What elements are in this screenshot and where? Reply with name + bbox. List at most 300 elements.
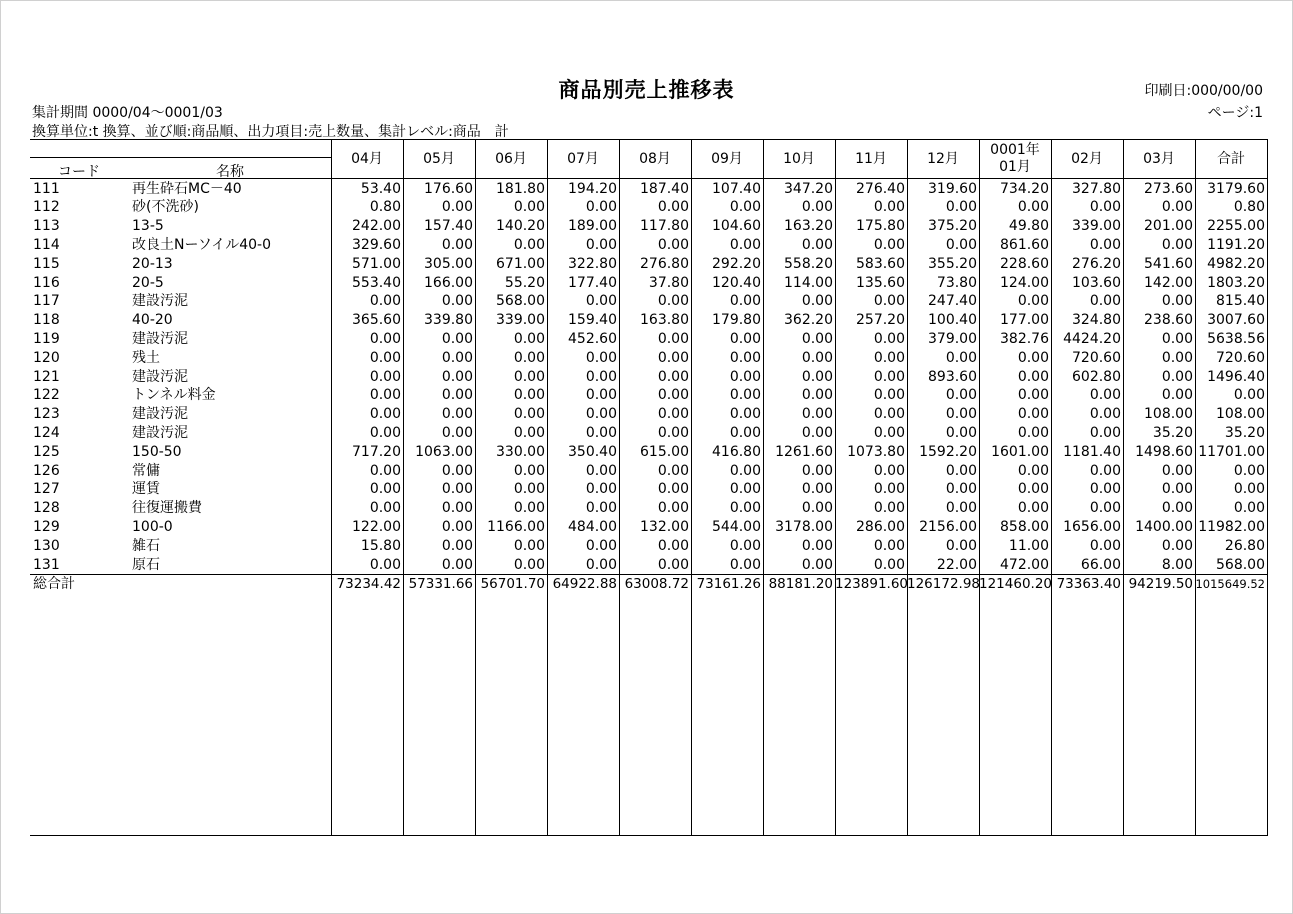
cell-value: 355.20 <box>928 255 977 272</box>
cell-value: 22.00 <box>936 556 977 573</box>
cell-value: 0.00 <box>729 293 761 310</box>
cell-value: 0.00 <box>1161 349 1193 366</box>
cell-value: 1498.60 <box>1135 443 1193 460</box>
cell-value: 0.00 <box>369 330 401 347</box>
product-code: 117 <box>33 293 60 310</box>
cell-value: 0.80 <box>369 199 401 216</box>
cell-value: 123891.60 <box>835 576 909 593</box>
cell-value: 0.00 <box>441 387 473 404</box>
cell-value: 0.00 <box>729 462 761 479</box>
cell-value: 257.20 <box>856 312 905 329</box>
cell-value: 35.20 <box>1152 424 1193 441</box>
cell-value: 379.00 <box>928 330 977 347</box>
cell-value: 135.60 <box>856 274 905 291</box>
cell-value: 0.00 <box>441 424 473 441</box>
cell-value: 100.40 <box>928 312 977 329</box>
product-name: 常傭 <box>132 462 160 479</box>
header-month: 09月 <box>711 151 743 167</box>
product-code: 123 <box>33 406 60 423</box>
cell-value: 0.00 <box>1017 462 1049 479</box>
cell-value: 0.00 <box>1089 424 1121 441</box>
cell-value: 484.00 <box>568 518 617 535</box>
product-code: 115 <box>33 255 60 272</box>
cell-value: 0.00 <box>801 537 833 554</box>
cell-value: 362.20 <box>784 312 833 329</box>
cell-value: 0.00 <box>585 387 617 404</box>
cell-value: 0.00 <box>585 556 617 573</box>
cell-value: 0.00 <box>873 236 905 253</box>
row-total-value: 0.00 <box>1233 462 1265 479</box>
cell-value: 0.00 <box>1017 424 1049 441</box>
cell-value: 103.60 <box>1072 274 1121 291</box>
grand-total-label: 総合計 <box>33 576 75 593</box>
product-name: 往復運搬費 <box>132 500 202 517</box>
cell-value: 0.00 <box>1161 199 1193 216</box>
cell-value: 0.00 <box>441 462 473 479</box>
cell-value: 0.00 <box>1017 406 1049 423</box>
cell-value: 339.00 <box>1072 218 1121 235</box>
cell-value: 0.00 <box>729 349 761 366</box>
cell-value: 0.00 <box>873 293 905 310</box>
product-code: 120 <box>33 349 60 366</box>
cell-value: 276.40 <box>856 180 905 197</box>
cell-value: 720.60 <box>1072 349 1121 366</box>
cell-value: 0.00 <box>873 500 905 517</box>
product-code: 118 <box>33 312 60 329</box>
report-conditions: 換算単位:t 換算、並び順:商品順、出力項目:売上数量、集計レベル:商品 計 <box>32 124 509 140</box>
row-total-value: 0.00 <box>1233 387 1265 404</box>
cell-value: 0.00 <box>657 387 689 404</box>
cell-value: 0.00 <box>585 368 617 385</box>
cell-value: 0.00 <box>1089 199 1121 216</box>
cell-value: 247.40 <box>928 293 977 310</box>
cell-value: 0.00 <box>513 236 545 253</box>
cell-value: 0.00 <box>585 293 617 310</box>
cell-value: 4424.20 <box>1063 330 1121 347</box>
cell-value: 0.00 <box>1017 481 1049 498</box>
cell-value: 0.00 <box>873 330 905 347</box>
cell-value: 3178.00 <box>775 518 833 535</box>
cell-value: 140.20 <box>496 218 545 235</box>
cell-value: 0.00 <box>1089 500 1121 517</box>
cell-value: 0.00 <box>801 481 833 498</box>
cell-value: 0.00 <box>801 462 833 479</box>
row-total-value: 1191.20 <box>1207 236 1265 253</box>
cell-value: 120.40 <box>712 274 761 291</box>
cell-value: 114.00 <box>784 274 833 291</box>
cell-value: 0.00 <box>441 481 473 498</box>
row-total-value: 3007.60 <box>1207 312 1265 329</box>
row-total-value: 11701.00 <box>1198 443 1265 460</box>
cell-value: 0.00 <box>369 387 401 404</box>
cell-value: 1181.40 <box>1063 443 1121 460</box>
cell-value: 0.00 <box>945 537 977 554</box>
cell-value: 37.80 <box>648 274 689 291</box>
cell-value: 339.80 <box>424 312 473 329</box>
cell-value: 0.00 <box>801 424 833 441</box>
cell-value: 0.00 <box>1161 500 1193 517</box>
cell-value: 0.00 <box>585 537 617 554</box>
cell-value: 0.00 <box>873 462 905 479</box>
cell-value: 0.00 <box>513 462 545 479</box>
cell-value: 671.00 <box>496 255 545 272</box>
cell-value: 181.80 <box>496 180 545 197</box>
report-title: 商品別売上推移表 <box>558 78 735 102</box>
cell-value: 2156.00 <box>919 518 977 535</box>
cell-value: 0.00 <box>1089 462 1121 479</box>
cell-value: 126172.98 <box>907 576 981 593</box>
cell-value: 1400.00 <box>1135 518 1193 535</box>
cell-value: 0.00 <box>945 424 977 441</box>
cell-value: 166.00 <box>424 274 473 291</box>
cell-value: 177.40 <box>568 274 617 291</box>
header-month: 05月 <box>423 151 455 167</box>
cell-value: 0.00 <box>801 406 833 423</box>
row-total-value: 1015649.52 <box>1195 577 1265 592</box>
product-code: 114 <box>33 236 60 253</box>
cell-value: 1063.00 <box>415 443 473 460</box>
cell-value: 0.00 <box>729 199 761 216</box>
cell-value: 238.60 <box>1144 312 1193 329</box>
cell-value: 0.00 <box>801 349 833 366</box>
cell-value: 163.20 <box>784 218 833 235</box>
cell-value: 0.00 <box>873 368 905 385</box>
product-name: 再生砕石MC－40 <box>132 180 242 197</box>
cell-value: 0.00 <box>657 537 689 554</box>
cell-value: 66.00 <box>1080 556 1121 573</box>
cell-value: 305.00 <box>424 255 473 272</box>
table-row <box>30 274 1267 293</box>
cell-value: 124.00 <box>1000 274 1049 291</box>
cell-value: 0.00 <box>1017 199 1049 216</box>
cell-value: 11.00 <box>1008 537 1049 554</box>
cell-value: 602.80 <box>1072 368 1121 385</box>
cell-value: 117.80 <box>640 218 689 235</box>
table-row <box>30 198 1267 217</box>
cell-value: 0.00 <box>801 556 833 573</box>
cell-value: 0.00 <box>1089 293 1121 310</box>
cell-value: 57331.66 <box>408 576 473 593</box>
row-total-value: 0.80 <box>1233 199 1265 216</box>
cell-value: 0.00 <box>585 481 617 498</box>
row-total-value: 35.20 <box>1224 424 1265 441</box>
cell-value: 553.40 <box>352 274 401 291</box>
product-code: 119 <box>33 330 60 347</box>
cell-value: 558.20 <box>784 255 833 272</box>
cell-value: 286.00 <box>856 518 905 535</box>
cell-value: 0.00 <box>873 537 905 554</box>
cell-value: 0.00 <box>369 556 401 573</box>
product-code: 131 <box>33 556 60 573</box>
row-total-value: 1496.40 <box>1207 368 1265 385</box>
header-code: コード <box>58 164 100 180</box>
cell-value: 0.00 <box>369 293 401 310</box>
cell-value: 568.00 <box>496 293 545 310</box>
cell-value: 8.00 <box>1161 556 1193 573</box>
product-name: 40-20 <box>132 312 173 329</box>
cell-value: 0.00 <box>441 199 473 216</box>
cell-value: 0.00 <box>585 349 617 366</box>
cell-value: 0.00 <box>873 424 905 441</box>
cell-value: 0.00 <box>873 199 905 216</box>
cell-value: 0.00 <box>369 368 401 385</box>
cell-value: 0.00 <box>369 462 401 479</box>
table-row <box>30 236 1267 255</box>
header-month: 0001年 01月 <box>990 142 1040 175</box>
row-total-value: 108.00 <box>1216 406 1265 423</box>
cell-value: 73.80 <box>936 274 977 291</box>
cell-value: 350.40 <box>568 443 617 460</box>
cell-value: 122.00 <box>352 518 401 535</box>
cell-value: 0.00 <box>369 406 401 423</box>
cell-value: 0.00 <box>369 481 401 498</box>
product-name: 150-50 <box>132 443 182 460</box>
cell-value: 177.00 <box>1000 312 1049 329</box>
cell-value: 0.00 <box>1161 293 1193 310</box>
cell-value: 273.60 <box>1144 180 1193 197</box>
row-total-value: 2255.00 <box>1207 218 1265 235</box>
cell-value: 0.00 <box>657 349 689 366</box>
cell-value: 0.00 <box>513 481 545 498</box>
header-month: 11月 <box>855 151 887 167</box>
product-name: 雑石 <box>132 537 160 554</box>
header-month: 04月 <box>351 151 383 167</box>
product-name: 改良土Nーソイル40-0 <box>132 236 271 253</box>
cell-value: 0.00 <box>801 199 833 216</box>
header-name: 名称 <box>216 164 244 180</box>
cell-value: 0.00 <box>369 424 401 441</box>
cell-value: 0.00 <box>441 368 473 385</box>
header-month: 02月 <box>1071 151 1103 167</box>
cell-value: 0.00 <box>1161 236 1193 253</box>
cell-value: 189.00 <box>568 218 617 235</box>
cell-value: 0.00 <box>945 387 977 404</box>
product-name: 20-5 <box>132 274 164 291</box>
product-code: 124 <box>33 424 60 441</box>
cell-value: 0.00 <box>585 199 617 216</box>
cell-value: 0.00 <box>729 236 761 253</box>
row-total-value: 720.60 <box>1216 349 1265 366</box>
cell-value: 0.00 <box>585 236 617 253</box>
product-code: 111 <box>33 180 60 197</box>
cell-value: 375.20 <box>928 218 977 235</box>
cell-value: 121460.20 <box>979 576 1053 593</box>
cell-value: 0.00 <box>801 387 833 404</box>
table-row <box>30 386 1267 405</box>
cell-value: 0.00 <box>513 406 545 423</box>
table-row <box>30 311 1267 330</box>
cell-value: 0.00 <box>873 556 905 573</box>
cell-value: 0.00 <box>369 349 401 366</box>
grand-total-row <box>30 575 1267 594</box>
cell-value: 0.00 <box>513 349 545 366</box>
cell-value: 0.00 <box>657 199 689 216</box>
cell-value: 0.00 <box>1017 387 1049 404</box>
product-name: 残土 <box>132 349 160 366</box>
product-name: 原石 <box>132 556 160 573</box>
sales-table <box>30 139 1268 836</box>
cell-value: 0.00 <box>1161 462 1193 479</box>
header-total: 合計 <box>1217 151 1245 167</box>
cell-value: 0.00 <box>801 330 833 347</box>
header-month: 10月 <box>783 151 815 167</box>
product-name: トンネル料金 <box>132 387 216 404</box>
product-code: 125 <box>33 443 60 460</box>
row-total-value: 11982.00 <box>1198 518 1265 535</box>
product-name: 運賃 <box>132 481 160 498</box>
cell-value: 0.00 <box>1161 330 1193 347</box>
product-name: 砂(不洗砂) <box>132 199 199 216</box>
product-name: 建設汚泥 <box>132 293 188 310</box>
aggregation-period: 集計期間 0000/04～0001/03 <box>32 105 223 121</box>
cell-value: 365.60 <box>352 312 401 329</box>
cell-value: 63008.72 <box>624 576 689 593</box>
product-code: 121 <box>33 368 60 385</box>
cell-value: 324.80 <box>1072 312 1121 329</box>
table-row <box>30 443 1267 462</box>
cell-value: 0.00 <box>513 368 545 385</box>
cell-value: 0.00 <box>441 556 473 573</box>
cell-value: 0.00 <box>657 293 689 310</box>
cell-value: 0.00 <box>441 330 473 347</box>
cell-value: 382.76 <box>1000 330 1049 347</box>
cell-value: 541.60 <box>1144 255 1193 272</box>
product-name: 建設汚泥 <box>132 330 188 347</box>
cell-value: 55.20 <box>504 274 545 291</box>
cell-value: 1592.20 <box>919 443 977 460</box>
table-row <box>30 499 1267 518</box>
cell-value: 327.80 <box>1072 180 1121 197</box>
cell-value: 0.00 <box>657 236 689 253</box>
cell-value: 53.40 <box>360 180 401 197</box>
table-row <box>30 424 1267 443</box>
cell-value: 0.00 <box>1161 387 1193 404</box>
cell-value: 0.00 <box>441 537 473 554</box>
cell-value: 0.00 <box>513 199 545 216</box>
table-row <box>30 180 1267 199</box>
cell-value: 0.00 <box>801 236 833 253</box>
cell-value: 339.00 <box>496 312 545 329</box>
product-code: 129 <box>33 518 60 535</box>
cell-value: 1166.00 <box>487 518 545 535</box>
cell-value: 179.80 <box>712 312 761 329</box>
cell-value: 0.00 <box>1161 368 1193 385</box>
cell-value: 0.00 <box>657 481 689 498</box>
cell-value: 1073.80 <box>847 443 905 460</box>
cell-value: 0.00 <box>1017 293 1049 310</box>
cell-value: 142.00 <box>1144 274 1193 291</box>
cell-value: 94219.50 <box>1128 576 1193 593</box>
cell-value: 734.20 <box>1000 180 1049 197</box>
cell-value: 0.00 <box>1017 349 1049 366</box>
cell-value: 0.00 <box>729 406 761 423</box>
product-name: 建設汚泥 <box>132 368 188 385</box>
header-month: 07月 <box>567 151 599 167</box>
cell-value: 0.00 <box>801 500 833 517</box>
table-row <box>30 292 1267 311</box>
product-code: 128 <box>33 500 60 517</box>
page-number: ページ:1 <box>1207 105 1263 121</box>
cell-value: 88181.20 <box>768 576 833 593</box>
cell-value: 0.00 <box>441 518 473 535</box>
header-subdivider <box>30 157 331 158</box>
row-total-value: 3179.60 <box>1207 180 1265 197</box>
product-code: 112 <box>33 199 60 216</box>
cell-value: 176.60 <box>424 180 473 197</box>
row-total-value: 26.80 <box>1224 537 1265 554</box>
cell-value: 0.00 <box>441 236 473 253</box>
cell-value: 0.00 <box>441 349 473 366</box>
cell-value: 0.00 <box>441 406 473 423</box>
cell-value: 0.00 <box>513 330 545 347</box>
cell-value: 0.00 <box>513 387 545 404</box>
cell-value: 187.40 <box>640 180 689 197</box>
product-name: 建設汚泥 <box>132 406 188 423</box>
table-row <box>30 349 1267 368</box>
cell-value: 0.00 <box>1161 537 1193 554</box>
cell-value: 858.00 <box>1000 518 1049 535</box>
cell-value: 0.00 <box>729 424 761 441</box>
cell-value: 0.00 <box>729 556 761 573</box>
cell-value: 1261.60 <box>775 443 833 460</box>
cell-value: 330.00 <box>496 443 545 460</box>
table-row <box>30 330 1267 349</box>
cell-value: 544.00 <box>712 518 761 535</box>
cell-value: 0.00 <box>657 556 689 573</box>
cell-value: 276.20 <box>1072 255 1121 272</box>
table-row <box>30 537 1267 556</box>
cell-value: 73363.40 <box>1056 576 1121 593</box>
cell-value: 0.00 <box>729 481 761 498</box>
product-code: 116 <box>33 274 60 291</box>
table-row <box>30 518 1267 537</box>
cell-value: 0.00 <box>513 537 545 554</box>
cell-value: 0.00 <box>729 368 761 385</box>
cell-value: 0.00 <box>873 387 905 404</box>
cell-value: 1601.00 <box>991 443 1049 460</box>
product-name: 100-0 <box>132 518 173 535</box>
cell-value: 73234.42 <box>336 576 401 593</box>
cell-value: 175.80 <box>856 218 905 235</box>
product-code: 130 <box>33 537 60 554</box>
table-row <box>30 405 1267 424</box>
cell-value: 0.00 <box>801 293 833 310</box>
cell-value: 0.00 <box>1017 500 1049 517</box>
cell-value: 0.00 <box>945 236 977 253</box>
cell-value: 132.00 <box>640 518 689 535</box>
cell-value: 0.00 <box>369 500 401 517</box>
header-month: 12月 <box>927 151 959 167</box>
row-total-value: 0.00 <box>1233 481 1265 498</box>
cell-value: 108.00 <box>1144 406 1193 423</box>
cell-value: 0.00 <box>585 462 617 479</box>
cell-value: 0.00 <box>657 462 689 479</box>
product-name: 20-13 <box>132 255 173 272</box>
cell-value: 0.00 <box>945 406 977 423</box>
row-total-value: 568.00 <box>1216 556 1265 573</box>
row-total-value: 0.00 <box>1233 500 1265 517</box>
table-row <box>30 480 1267 499</box>
cell-value: 347.20 <box>784 180 833 197</box>
product-code: 127 <box>33 481 60 498</box>
cell-value: 322.80 <box>568 255 617 272</box>
cell-value: 0.00 <box>1017 368 1049 385</box>
row-total-value: 815.40 <box>1216 293 1265 310</box>
cell-value: 0.00 <box>441 293 473 310</box>
cell-value: 319.60 <box>928 180 977 197</box>
cell-value: 0.00 <box>729 387 761 404</box>
cell-value: 0.00 <box>585 424 617 441</box>
